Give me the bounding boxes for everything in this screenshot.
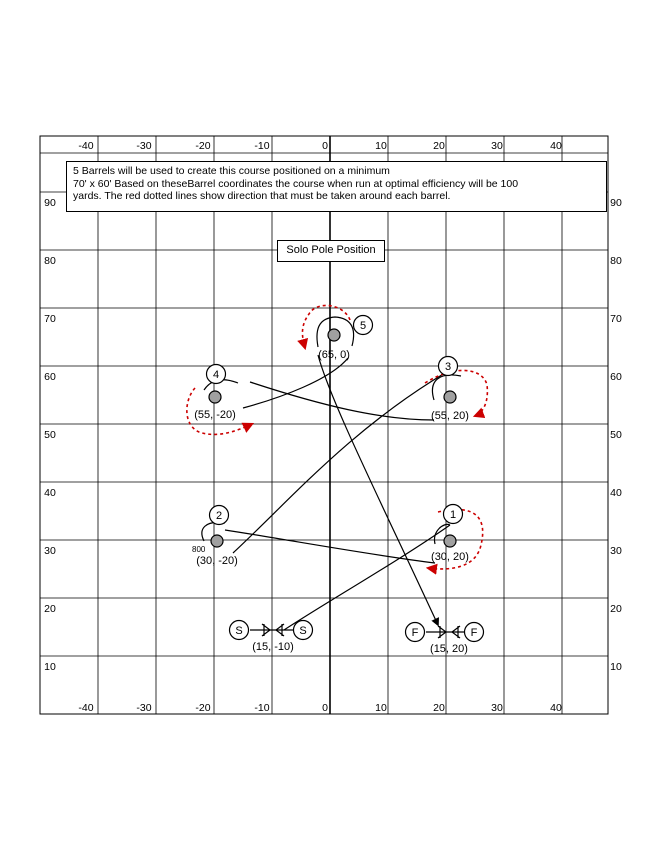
x-tick-label: -30 [136,702,152,714]
barrel-4-marker [209,391,221,403]
barrel-5-number: 5 [359,320,367,332]
y-tick-label: 50 [610,429,622,441]
start-marker-left-label: S [235,625,243,637]
y-tick-label: 70 [44,313,56,325]
x-tick-label: -10 [254,702,270,714]
y-tick-label: 60 [44,371,56,383]
y-tick-label: 30 [610,545,622,557]
x-tick-label: 30 [491,702,503,714]
finish-marker-right-label: F [470,627,478,639]
path-barrel-3-to-4 [250,382,434,420]
x-tick-label: 20 [433,702,445,714]
instructions-line-3: yards. The red dotted lines show direction that must be taken around each barrel. [73,190,451,202]
x-tick-label: 10 [375,702,387,714]
start-marker-right-label: S [299,625,307,637]
run-path [202,317,461,630]
barrel-4 [194,365,236,422]
y-tick-label: 50 [44,429,56,441]
x-tick-label: 40 [550,140,562,152]
finish-line [406,623,484,656]
y-tick-label: 40 [44,487,56,499]
instructions-line-2: 70' x 60' Based on theseBarrel coordinates the course when run at optimal efficiency will be 100 [73,177,519,190]
x-tick-label: 0 [322,140,328,152]
barrel-1-number: 1 [449,509,457,521]
start-line [230,621,313,654]
barrel-2-coords: (30, -20) [196,555,238,567]
y-tick-label: 70 [610,313,622,325]
path-barrel-2-to-3 [233,373,445,553]
y-tick-label: 40 [610,487,622,499]
path-barrel-4-to-5 [243,358,348,408]
y-tick-label: 20 [610,603,622,615]
x-axis-top-labels [78,140,562,152]
y-tick-label: 60 [610,371,622,383]
x-tick-label: -10 [254,140,270,152]
x-tick-label: -20 [195,702,211,714]
y-axis-left-labels [44,197,56,673]
barrel-3-coords: (55, 20) [431,410,469,422]
y-tick-label: 80 [610,255,622,267]
y-tick-label: 80 [44,255,56,267]
x-tick-label: 20 [433,140,445,152]
y-tick-label: 10 [610,661,622,673]
finish-coords: (15, 20) [430,643,468,655]
x-tick-label: -30 [136,140,152,152]
y-tick-label: 10 [44,661,56,673]
direction-arrows [187,305,488,569]
y-tick-label: 90 [610,197,622,209]
direction-arrow-barrel-5 [302,305,350,348]
finish-marker-left-label: F [411,627,419,639]
path-start-to-barrel-1 [284,525,450,630]
barrel-5-marker [328,329,340,341]
barrel-2 [192,506,238,568]
x-tick-label: -40 [78,702,94,714]
x-tick-label: 0 [322,702,328,714]
barrel-3-marker [444,391,456,403]
barrel-4-coords: (55, -20) [194,409,236,421]
start-coords: (15, -10) [252,641,294,653]
barrel-2-marker [211,535,223,547]
barrel-3-number: 3 [444,361,452,373]
grid [40,136,608,714]
x-axis-bottom-labels [78,702,562,714]
x-tick-label: 30 [491,140,503,152]
barrel-5-coords: (65, 0) [318,349,350,361]
x-tick-label: -40 [78,140,94,152]
course-instructions-box [66,161,607,212]
barrel-1-marker [444,535,456,547]
barrel-2-number: 2 [215,510,223,522]
y-tick-label: 30 [44,545,56,557]
x-tick-label: 10 [375,140,387,152]
stray-label: 800 [192,545,206,554]
y-axis-right-labels [610,197,622,673]
x-tick-label: 40 [550,702,562,714]
course-title: Solo Pole Position [277,240,385,262]
instructions-line-1: 5 Barrels will be used to create this course positioned on a minimum [73,165,390,177]
path-barrel-5-to-finish [318,355,438,625]
barrel-4-number: 4 [212,369,220,381]
y-tick-label: 20 [44,603,56,615]
x-tick-label: -20 [195,140,211,152]
barrel-1-coords: (30, 20) [431,551,469,563]
barrel-5 [318,316,372,362]
y-tick-label: 90 [44,197,56,209]
